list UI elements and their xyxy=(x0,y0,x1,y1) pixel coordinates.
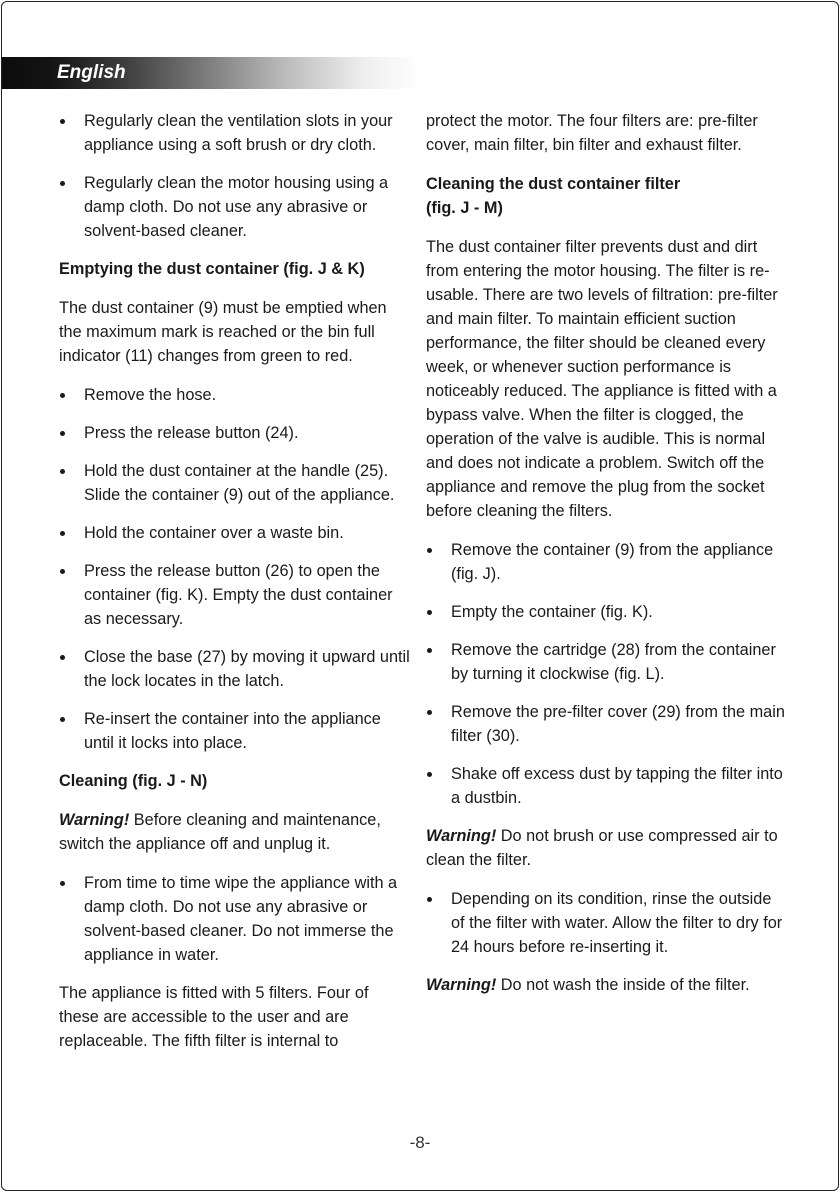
bullet-dot-icon xyxy=(60,181,65,186)
emptying-intro: The dust container (9) must be emptied when the maximum mark is reached or the bin full indicator (11) changes from green to red. xyxy=(59,299,387,365)
warning-text: Do not wash the inside of the filter. xyxy=(496,976,750,994)
warning-text: Do not brush or use compressed air to clean the filter. xyxy=(426,827,778,869)
bullet-text: Depending on its condition, rinse the outside of the filter with water. Allow the filter to dry for 24 hours before re-inserting it. xyxy=(451,890,783,956)
filter-heading-line-2: (fig. J - M) xyxy=(426,199,503,217)
bullet-dot-icon xyxy=(427,648,432,653)
bullet-item xyxy=(59,559,411,631)
bullet-dot-icon xyxy=(427,610,432,615)
left-column xyxy=(59,109,411,1068)
bullet-text: Remove the pre-filter cover (29) from the main filter (30). xyxy=(451,703,785,745)
bullet-text: Re-insert the container into the appliance until it locks into place. xyxy=(84,710,381,752)
bullet-dot-icon xyxy=(60,393,65,398)
bullet-text: Regularly clean the motor housing using a damp cloth. Do not use any abrasive or solvent-based cleaner. xyxy=(84,174,389,240)
bullet-item xyxy=(59,871,411,967)
bullet-dot-icon xyxy=(60,717,65,722)
page-number: -8- xyxy=(409,1133,431,1152)
bullet-item xyxy=(59,171,411,243)
bullet-text: Hold the container over a waste bin. xyxy=(84,524,344,542)
bullet-item xyxy=(426,700,786,748)
bullet-text: Empty the container (fig. K). xyxy=(451,603,653,621)
filter-warning-1 xyxy=(426,824,786,872)
filter-cleaning-heading xyxy=(426,172,786,220)
bullet-dot-icon xyxy=(60,569,65,574)
bullet-item xyxy=(59,521,411,545)
bullet-item xyxy=(59,109,411,157)
bullet-dot-icon xyxy=(427,710,432,715)
bullet-item xyxy=(59,645,411,693)
warning-label: Warning! xyxy=(59,811,130,829)
bullet-item xyxy=(426,638,786,686)
emptying-heading: Emptying the dust container (fig. J & K) xyxy=(59,260,365,278)
bullet-text: Remove the container (9) from the appliance (fig. J). xyxy=(451,541,774,583)
bullet-text: Remove the cartridge (28) from the container by turning it clockwise (fig. L). xyxy=(451,641,776,683)
warning-label: Warning! xyxy=(426,827,497,845)
cleaning-heading: Cleaning (fig. J - N) xyxy=(59,772,208,790)
bullet-item xyxy=(426,887,786,959)
bullet-dot-icon xyxy=(60,881,65,886)
bullet-dot-icon xyxy=(427,772,432,777)
filter-warning-2 xyxy=(426,973,786,997)
bullet-dot-icon xyxy=(60,655,65,660)
warning-label: Warning! xyxy=(426,976,497,994)
bullet-text: Shake off excess dust by tapping the filter into a dustbin. xyxy=(451,765,783,807)
bullet-text: Regularly clean the ventilation slots in your appliance using a soft brush or dry cloth. xyxy=(84,112,393,154)
filters-continuation: protect the motor. The four filters are: pre-filter cover, main filter, bin filter and exhaust filter. xyxy=(426,112,758,154)
bullet-text: Press the release button (24). xyxy=(84,424,299,442)
bullet-item xyxy=(59,459,411,507)
bullet-item xyxy=(59,707,411,755)
filters-paragraph: The appliance is fitted with 5 filters. Four of these are accessible to the user and are replaceable. The fifth filter is internal to xyxy=(59,984,369,1050)
bullet-item xyxy=(426,762,786,810)
cleaning-warning xyxy=(59,808,411,856)
filter-intro: The dust container filter prevents dust and dirt from entering the motor housing. The filter is re-usable. There are two levels of filtration: pre-filter and main filter. To maintain efficient suction performance, the filter should be cleaned every week, or whenever suction performance is noticeably reduced. The appliance is fitted with a bypass valve. When the filter is clogged, the operation of the valve is audible. This is normal and does not indicate a problem. Switch off the appliance and remove the plug from the socket before cleaning the filters. xyxy=(426,238,778,520)
bullet-dot-icon xyxy=(427,548,432,553)
bullet-item xyxy=(59,383,411,407)
filter-heading-line-1: Cleaning the dust container filter xyxy=(426,175,681,193)
bullet-dot-icon xyxy=(60,531,65,536)
bullet-dot-icon xyxy=(60,431,65,436)
language-label: English xyxy=(57,62,126,83)
bullet-item xyxy=(426,538,786,586)
bullet-dot-icon xyxy=(60,469,65,474)
bullet-text: Hold the dust container at the handle (25). Slide the container (9) out of the appliance. xyxy=(84,462,395,504)
bullet-dot-icon xyxy=(427,897,432,902)
right-column xyxy=(426,109,786,1012)
warning-text: Before cleaning and maintenance, switch the appliance off and unplug it. xyxy=(59,811,381,853)
bullet-text: Close the base (27) by moving it upward until the lock locates in the latch. xyxy=(84,648,410,690)
bullet-text: Remove the hose. xyxy=(84,386,217,404)
bullet-item xyxy=(426,600,786,624)
bullet-item xyxy=(59,421,411,445)
bullet-dot-icon xyxy=(60,119,65,124)
bullet-text: From time to time wipe the appliance with a damp cloth. Do not use any abrasive or solvent-based cleaner. Do not immerse the appliance in water. xyxy=(84,874,398,964)
bullet-text: Press the release button (26) to open the container (fig. K). Empty the dust container as necessary. xyxy=(84,562,393,628)
